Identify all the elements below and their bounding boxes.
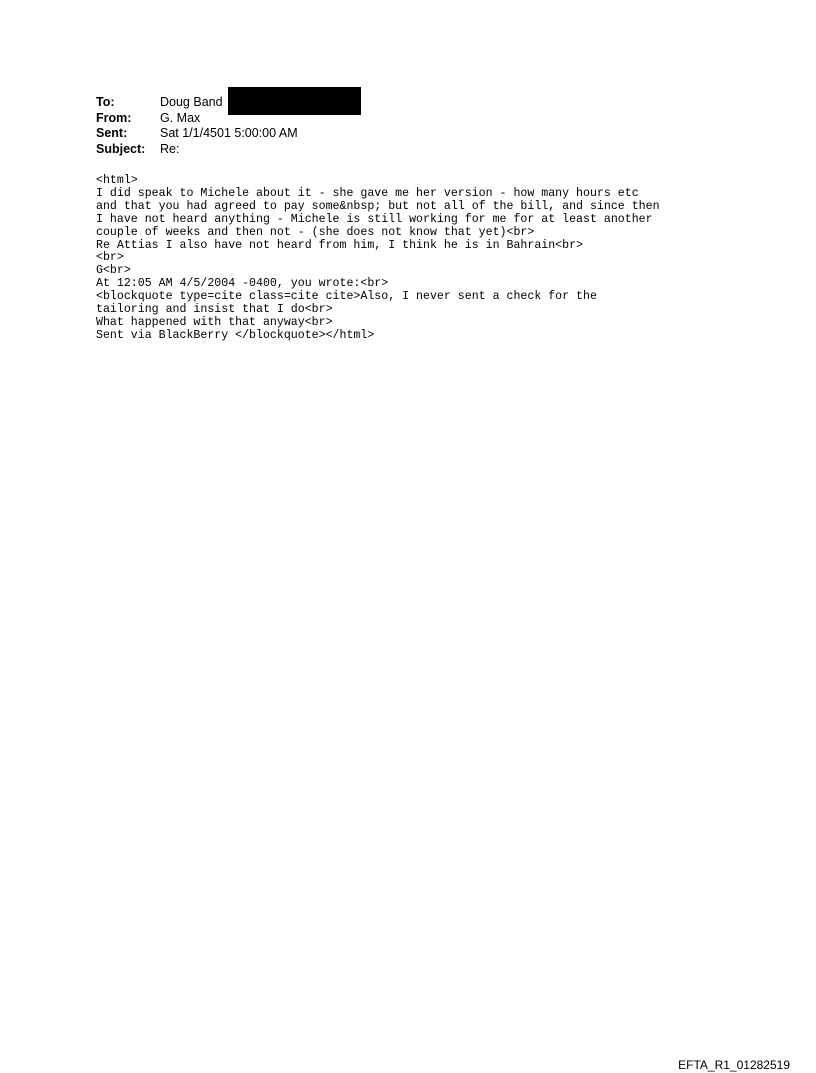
header-value-sent: Sat 1/1/4501 5:00:00 AM — [160, 126, 298, 140]
header-value-subject: Re: — [160, 141, 180, 156]
body-line: and that you had agreed to pay some&nbsp; but not all of the bill, and since then — [96, 199, 660, 213]
header-value-to: Doug Band — [160, 95, 223, 109]
body-line: couple of weeks and then not - (she does not know that yet)<br> — [96, 225, 535, 239]
email-body — [96, 175, 776, 343]
header-label-from: From: — [96, 110, 132, 125]
header-row-sent — [96, 126, 298, 142]
body-line: I did speak to Michele about it - she gave me her version - how many hours etc — [96, 186, 639, 200]
header-value-from: G. Max — [160, 110, 201, 125]
body-line: <br> — [96, 251, 124, 265]
body-line: <html> — [96, 174, 138, 187]
body-line: What happened with that anyway<br> — [96, 315, 333, 329]
body-line: G<br> — [96, 264, 131, 278]
body-line: I have not heard anything - Michele is still working for me for at least another — [96, 212, 653, 226]
body-line: Sent via BlackBerry </blockquote></html> — [96, 328, 375, 342]
redaction-box — [228, 87, 361, 115]
header-label-to: To: — [96, 95, 115, 109]
header-label-subject: Subject: — [96, 141, 146, 156]
header-row-subject — [96, 142, 298, 158]
body-line: tailoring and insist that I do<br> — [96, 303, 333, 317]
body-line: <blockquote type=cite class=cite cite>Also, I never sent a check for the — [96, 290, 597, 304]
header-label-sent: Sent: — [96, 126, 128, 140]
body-line: At 12:05 AM 4/5/2004 -0400, you wrote:<br> — [96, 277, 389, 291]
document-id: EFTA_R1_01282519 — [678, 1058, 790, 1072]
body-line: Re Attias I also have not heard from him, I think he is in Bahrain<br> — [96, 238, 584, 252]
